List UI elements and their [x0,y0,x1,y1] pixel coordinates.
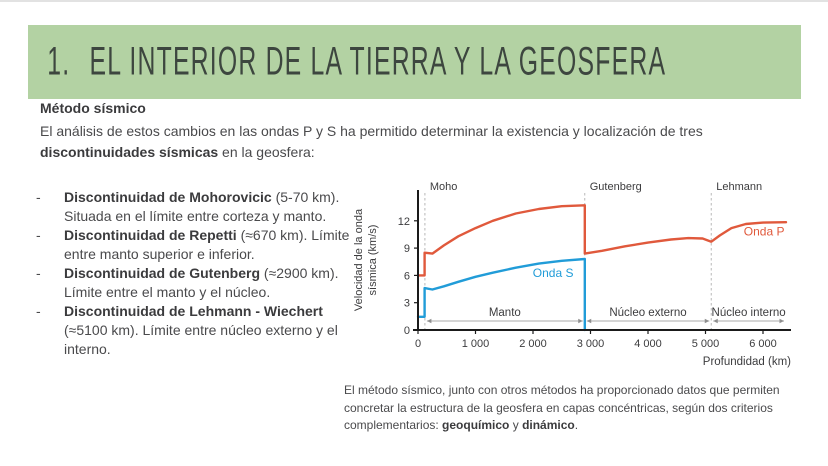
list-item [30,226,356,264]
region-label-nucleo-interno: Núcleo interno [711,307,786,319]
y-tick-label: 12 [397,215,410,228]
discontinuity-list [30,188,356,359]
bullet-marker: - [36,227,41,243]
y-tick-label: 6 [403,270,410,283]
bullet-marker: - [36,303,41,319]
y-axis-title-line1: Velocidad de la onda [353,208,365,312]
x-tick-label: 2 000 [519,338,547,350]
bullet-text [64,188,356,226]
bullet-text [64,226,356,264]
x-tick-label: 6 000 [749,338,777,350]
discontinuity-label-lehmann: Lehmann [716,181,763,193]
x-tick-label: 1 000 [461,338,490,350]
region-label-nucleo-externo: Núcleo externo [609,307,687,319]
chart-container [345,176,828,378]
text-segment: en la geosfera: [218,144,315,160]
text-segment: Discontinuidad de Mohorovicic [64,189,272,205]
y-tick-label: 9 [403,243,410,256]
text-segment: (≈670 km). Límite entre manto superior e inferior. [64,227,350,262]
x-tick-label: 4 000 [634,338,662,350]
region-arrow-left-nucleo-externo [587,319,592,323]
text-segment: discontinuidades sísmicas [40,144,219,160]
x-tick-label: 5 000 [691,338,720,350]
x-axis-title: Profundidad (km) [702,356,791,368]
list-item [30,302,356,359]
text-segment: Discontinuidad de Repetti [64,227,237,243]
slide-title [31,38,666,85]
text-segment: Discontinuidad de Lehmann - Wiechert [64,303,323,319]
y-tick-label: 3 [403,297,410,310]
slide-title-text: EL INTERIOR DE LA TIERRA Y LA GEOSFERA [89,38,667,84]
text-segment: El análisis de estos cambios en las ondas P y S ha permitido determinar la existencia y localización de tres [40,123,703,139]
list-item [30,188,356,226]
text-segment: (≈2900 km). Límite entre el manto y el núcleo. [64,265,339,300]
region-arrow-right-nucleo-externo [705,319,710,323]
series-label-onda-s: Onda S [532,266,574,281]
title-band [28,25,801,99]
bullet-text [64,264,356,302]
list-item [30,264,356,302]
text-segment: dinámico [522,418,575,432]
region-arrow-right-nucleo-interno [780,319,785,323]
discontinuity-label-moho: Moho [429,181,458,193]
intro-paragraph [40,121,730,163]
text-segment: . [574,418,579,432]
series-label-onda-p: Onda P [743,224,785,239]
x-tick-label: 0 [414,338,422,350]
text-segment: (5-70 km). Situada en el límite entre corteza y manto. [64,189,340,224]
y-tick-label: 0 [403,325,410,337]
region-arrow-right-manto [578,319,583,323]
series-onda-p [418,205,786,275]
region-arrow-left-nucleo-interno [713,319,718,323]
y-axis-title-line2: sísmica (km/s) [367,224,379,296]
text-segment: El método sísmico, junto con otros métodos ha proporcionado datos que permiten concretar la estructura de la geosfera en capas concéntricas, según dos criterios complementarios: [344,383,780,432]
chart-caption [344,382,790,435]
slide-title-number: 1. [47,38,71,84]
discontinuity-label-gutenberg: Gutenberg [589,181,642,193]
x-tick-label: 3 000 [576,338,605,350]
region-label-manto: Manto [488,307,521,319]
region-arrow-left-manto [427,319,432,323]
text-segment: (≈5100 km). Límite entre núcleo externo y el interno. [64,322,338,357]
text-segment: geoquímico [442,418,510,432]
bullet-marker: - [36,265,41,281]
bullet-text [64,302,356,359]
top-edge-divider [0,0,828,2]
section-heading: Método sísmico [40,100,146,116]
seismic-wave-chart [345,176,828,378]
text-segment: Discontinuidad de Gutenberg [64,265,261,281]
text-segment: y [509,418,523,432]
bullet-marker: - [36,189,41,205]
